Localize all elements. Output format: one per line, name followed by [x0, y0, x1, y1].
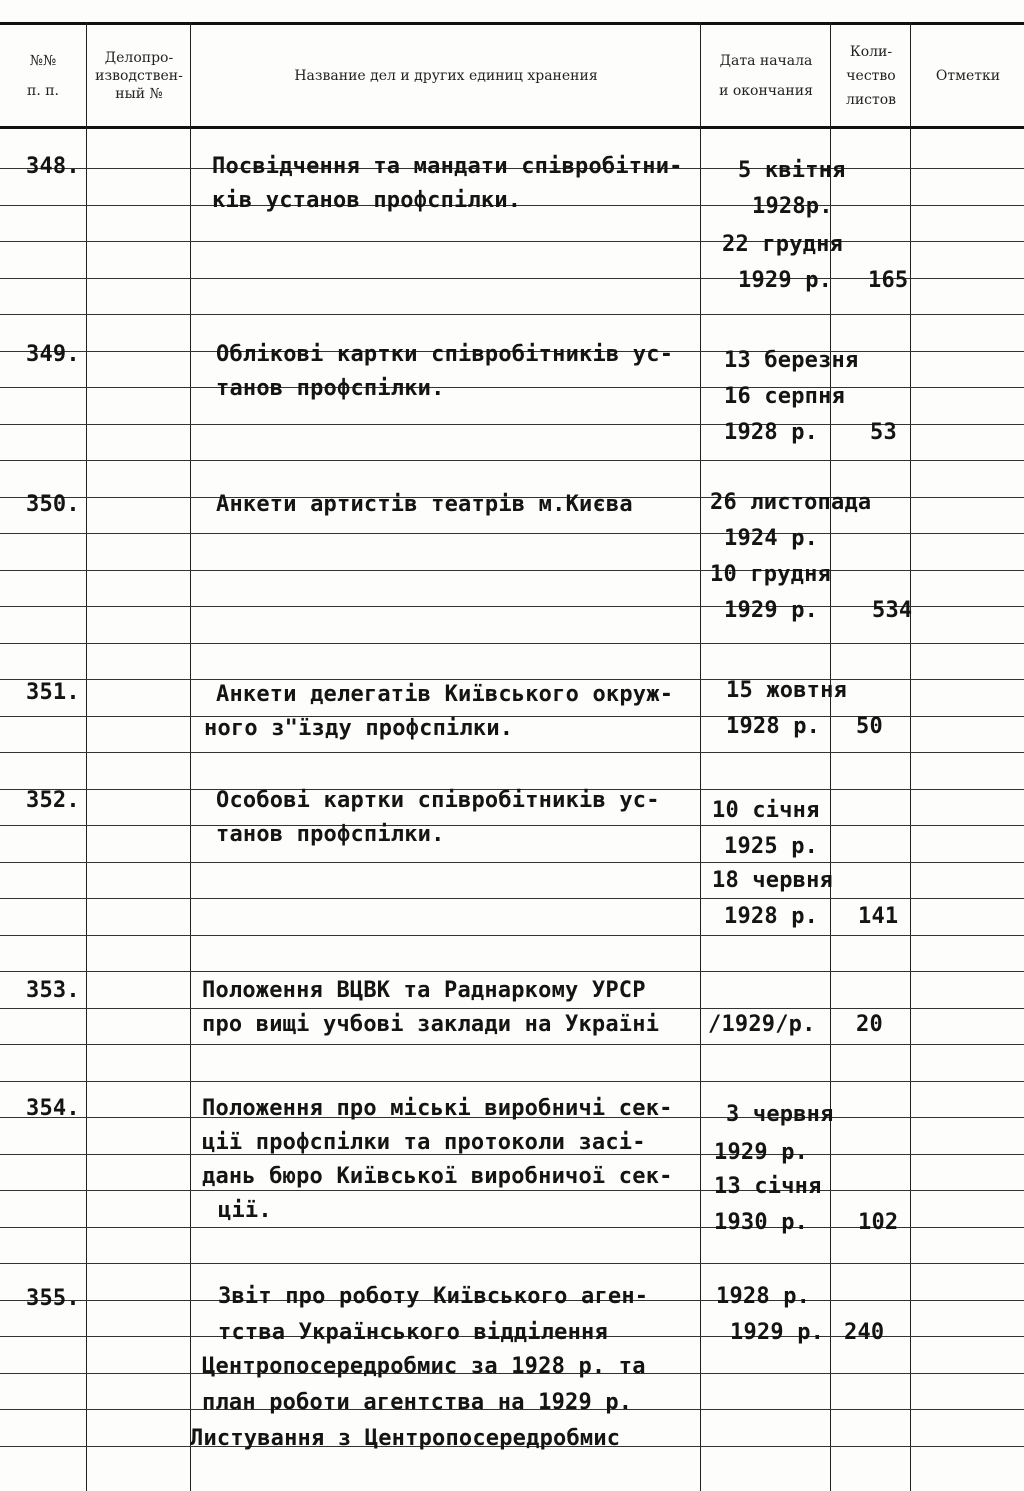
entry-title-line: Положення ВЦВК та Раднаркому УРСР — [202, 978, 646, 1003]
entry-date-line: 22 грудня — [722, 232, 844, 257]
header-title: Название дел и других единиц хранения — [294, 68, 598, 84]
entry-date-line: 1928 р. — [716, 1284, 811, 1309]
entry-title-line: танов профспілки. — [216, 822, 445, 847]
ruled-line — [0, 533, 1024, 534]
entry-number: 348. — [26, 154, 80, 179]
header-sheet-count: Коли- чество листов — [845, 44, 897, 108]
entry-title-line: Положення про міські виробничі сек- — [202, 1096, 673, 1121]
ruled-line — [0, 570, 1024, 571]
ruled-line — [0, 643, 1024, 644]
column-divider — [190, 22, 191, 1491]
header-office-number: Делопро- изводствен- ный № — [95, 50, 183, 102]
entry-title-line: Анкети артистів театрів м.Києва — [216, 492, 633, 517]
ruled-line — [0, 862, 1024, 863]
entry-sheet-count: 534 — [872, 598, 913, 623]
entry-date-line: 1929 р. — [738, 268, 833, 293]
entry-title-line: Особові картки співробітників ус- — [216, 788, 660, 813]
ruled-line — [0, 606, 1024, 607]
entry-sheet-count: 20 — [856, 1012, 883, 1037]
entry-sheet-count: 102 — [858, 1210, 899, 1235]
header-number: №№ п. п. — [26, 53, 59, 99]
entry-number: 355. — [26, 1286, 80, 1311]
entry-date-line: 16 серпня — [724, 384, 846, 409]
entry-number: 353. — [26, 978, 80, 1003]
ruled-line — [0, 752, 1024, 753]
entry-date-line: 3 червня — [726, 1102, 834, 1127]
column-divider — [910, 22, 911, 1491]
entry-title-line: тства Українського відділення — [218, 1320, 608, 1345]
entry-title-line: ків установ профспілки. — [212, 188, 522, 213]
entry-title-line: Звіт про роботу Київського аген- — [218, 1284, 649, 1309]
entry-sheet-count: 50 — [856, 714, 883, 739]
entry-title-line: план роботи агентства на 1929 р. — [202, 1390, 633, 1415]
entry-title-line: дань бюро Київської виробничої сек- — [202, 1164, 673, 1189]
ruled-line — [0, 825, 1024, 826]
entry-date-line: 10 січня — [712, 798, 820, 823]
ruled-line — [0, 935, 1024, 936]
entry-date-line: 1928 р. — [724, 420, 819, 445]
ruled-line — [0, 1263, 1024, 1264]
entry-sheet-count: 141 — [858, 904, 899, 929]
entry-date-line: 15 жовтня — [726, 678, 848, 703]
header-dates: Дата начала и окончания — [719, 53, 813, 99]
entry-date-line: 1929 р. — [724, 598, 819, 623]
table-top-border — [0, 22, 1024, 25]
entry-title-line: про вищі учбові заклади на Україні — [202, 1012, 660, 1037]
ruled-line — [0, 1008, 1024, 1009]
entry-date-line: 1925 р. — [724, 834, 819, 859]
entry-title-line: Листування з Центропосередробмис — [190, 1426, 621, 1451]
ruled-line — [0, 971, 1024, 972]
entry-title-line: Облікові картки співробітників ус- — [216, 342, 674, 367]
column-divider — [700, 22, 701, 1491]
entry-sheet-count: 240 — [844, 1320, 885, 1345]
ruled-line — [0, 460, 1024, 461]
entry-title-line: Посвідчення та мандати співробітни- — [212, 154, 683, 179]
entry-date-line: 10 грудня — [710, 562, 832, 587]
entry-title-line: Анкети делегатів Київського окруж- — [216, 682, 674, 707]
ruled-line — [0, 898, 1024, 899]
entry-date-line: 1924 р. — [724, 526, 819, 551]
entry-title-line: Центропосередробмис за 1928 р. та — [202, 1354, 646, 1379]
entry-date-line: 1929 р. — [714, 1140, 809, 1165]
entry-date-line: /1929/р. — [708, 1012, 816, 1037]
entry-title-line: ного з"їзду профспілки. — [204, 716, 514, 741]
ruled-line — [0, 314, 1024, 315]
entry-date-line: 1928р. — [752, 194, 833, 219]
header-notes: Отметки — [935, 68, 1001, 84]
entry-date-line: 1929 р. — [730, 1320, 825, 1345]
entry-date-line: 13 березня — [724, 348, 859, 373]
entry-sheet-count: 53 — [870, 420, 897, 445]
entry-title-line: ції профспілки та протоколи засі- — [202, 1130, 646, 1155]
ruled-line — [0, 241, 1024, 242]
column-divider — [86, 22, 87, 1491]
entry-date-line: 18 червня — [712, 868, 834, 893]
entry-date-line: 5 квітня — [738, 158, 846, 183]
entry-title-line: танов профспілки. — [216, 376, 445, 401]
entry-number: 351. — [26, 680, 80, 705]
entry-date-line: 26 листопада — [710, 490, 872, 515]
entry-date-line: 1930 р. — [714, 1210, 809, 1235]
entry-sheet-count: 165 — [868, 268, 909, 293]
entry-number: 350. — [26, 492, 80, 517]
entry-date-line: 1928 р. — [724, 904, 819, 929]
entry-date-line: 13 січня — [714, 1174, 822, 1199]
ruled-line — [0, 1044, 1024, 1045]
ruled-line — [0, 1081, 1024, 1082]
entry-date-line: 1928 р. — [726, 714, 821, 739]
entry-number: 354. — [26, 1096, 80, 1121]
entry-title-line: ції. — [218, 1198, 272, 1223]
entry-number: 352. — [26, 788, 80, 813]
ruled-line — [0, 387, 1024, 388]
header-bottom-border — [0, 126, 1024, 129]
entry-number: 349. — [26, 342, 80, 367]
